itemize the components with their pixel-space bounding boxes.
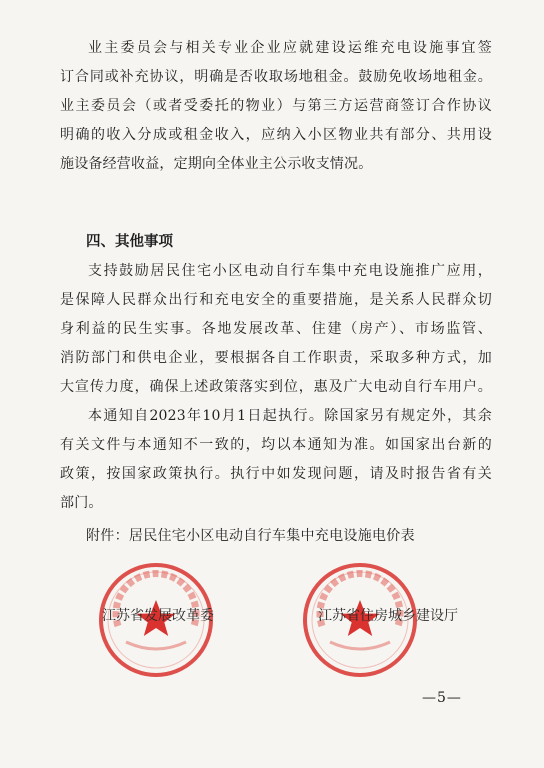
section-heading: 四、其他事项 bbox=[86, 234, 173, 250]
text-line: 有关文件与本通知不一致的，均以本通知为准。如国家出台新的 bbox=[60, 437, 492, 453]
text-line: 部门。 bbox=[60, 495, 103, 511]
text-line: 订合同或补充协议，明确是否收取场地租金。鼓励免收场地租金。 bbox=[60, 69, 492, 85]
paragraph-effective-date bbox=[60, 402, 492, 518]
signature-right: 江苏省住房城乡建设厅 bbox=[318, 608, 458, 624]
text-line: 业主委员会与相关专业企业应就建设运维充电设施事宜签 bbox=[88, 40, 492, 56]
text-line: 政策，按国家政策执行。执行中如发现问题，请及时报告省有关 bbox=[60, 466, 492, 482]
signature-left: 江苏省发展改革委 bbox=[102, 608, 214, 624]
text-line: 支持鼓励居民住宅小区电动自行车集中充电设施推广应用， bbox=[88, 263, 492, 279]
text-line: 消防部门和供电企业，要根据各自工作职责，采取多种方式，加 bbox=[60, 350, 492, 366]
attachment-note: 附件：居民住宅小区电动自行车集中充电设施电价表 bbox=[86, 528, 415, 544]
text-line: 施设备经营收益，定期向全体业主公示收支情况。 bbox=[60, 156, 373, 172]
text-line: 业主委员会（或者受委托的物业）与第三方运营商签订合作协议 bbox=[60, 98, 492, 114]
paragraph-property-committee bbox=[60, 34, 492, 179]
paragraph-promotion bbox=[60, 257, 492, 402]
text-line: 大宣传力度，确保上述政策落实到位，惠及广大电动自行车用户。 bbox=[60, 379, 492, 395]
text-line: 明确的收入分成或租金收入，应纳入小区物业共有部分、共用设 bbox=[60, 127, 492, 143]
text-line: 本通知自2023年10月1日起执行。除国家另有规定外，其余 bbox=[88, 408, 492, 424]
text-line: 是保障人民群众出行和充电安全的重要措施，是关系人民群众切 bbox=[60, 292, 492, 308]
page-number: —5— bbox=[422, 690, 462, 706]
text-line: 身利益的民生实事。各地发展改革、住建（房产）、市场监管、 bbox=[60, 321, 492, 337]
